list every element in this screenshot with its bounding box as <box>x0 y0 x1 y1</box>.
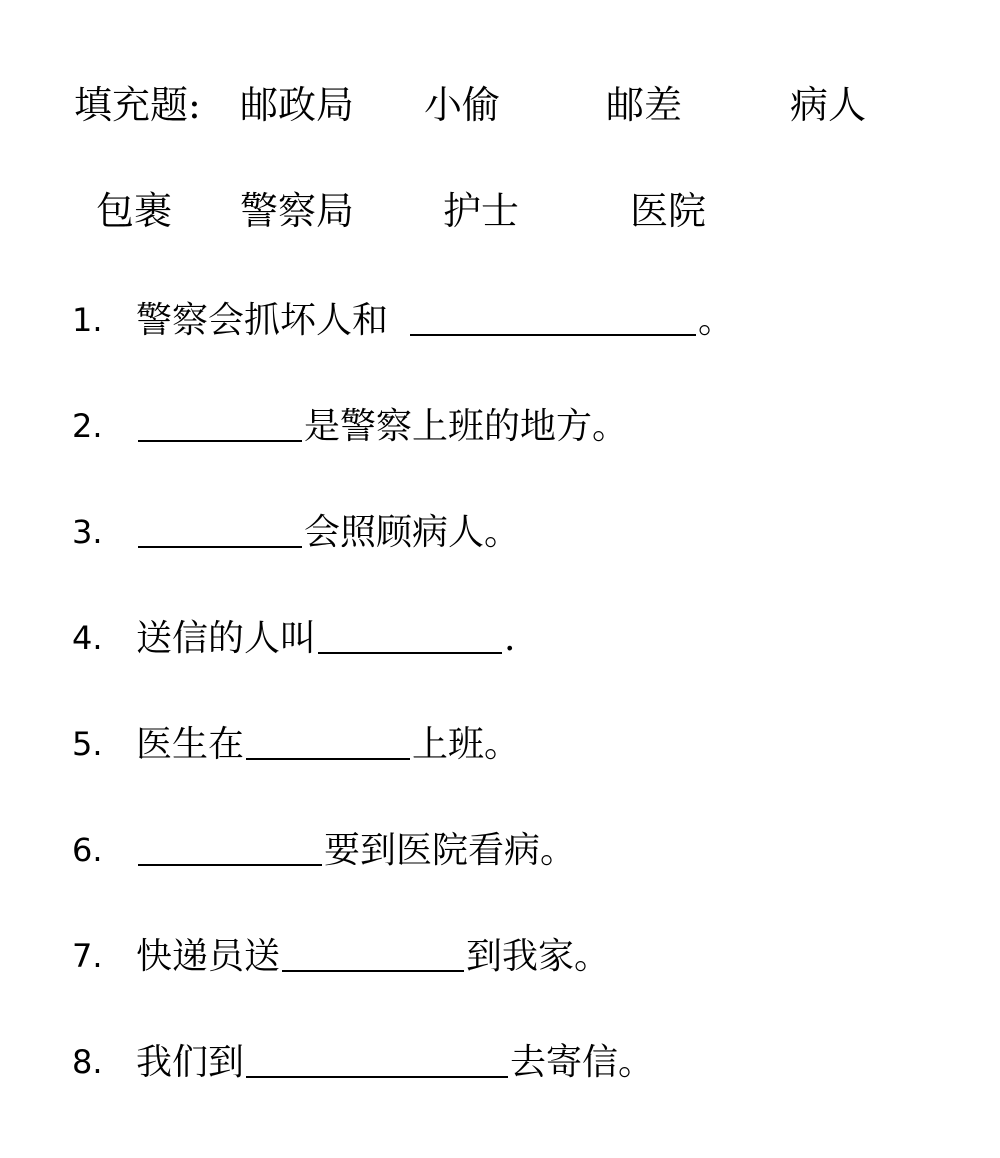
question-text-before: 医生在 <box>136 724 245 765</box>
question-body <box>136 714 520 775</box>
word-bank-item: 医院 <box>630 189 707 233</box>
question-text-before: 我们到 <box>136 1042 245 1083</box>
answer-blank[interactable] <box>138 506 302 548</box>
question-text-after: 去寄信。 <box>510 1042 655 1083</box>
question-text-before: 警察会抓坏人和 <box>136 300 389 341</box>
question-text-before: 送信的人叫 <box>136 618 317 659</box>
question-body <box>136 608 515 669</box>
question-text-after: 要到医院看病。 <box>324 830 577 871</box>
word-bank-row-2 <box>0 181 1000 241</box>
word-bank-item: 护士 <box>443 189 520 233</box>
question-text-after: 。 <box>698 300 735 341</box>
question-text-before: 快递员送 <box>136 936 281 977</box>
question-text-after: . <box>504 618 516 659</box>
question-body <box>136 502 520 563</box>
answer-blank[interactable] <box>138 400 302 442</box>
question-body <box>136 290 734 351</box>
question-number: 2. <box>72 407 103 445</box>
question-number: 3. <box>72 513 103 551</box>
answer-blank[interactable] <box>246 1036 508 1078</box>
word-bank-item: 病人 <box>790 83 867 127</box>
word-bank-item: 警察局 <box>240 189 355 233</box>
answer-blank[interactable] <box>318 612 502 654</box>
answer-blank[interactable] <box>138 824 322 866</box>
question-number: 8. <box>72 1043 103 1081</box>
word-bank-item: 邮差 <box>606 83 683 127</box>
word-bank-item: 邮政局 <box>240 83 355 127</box>
question-body <box>136 820 576 881</box>
word-bank-item: 包裹 <box>96 189 173 233</box>
question-text-after: 到我家。 <box>466 936 611 977</box>
question-body <box>136 1032 654 1093</box>
question-text-after: 是警察上班的地方。 <box>304 406 629 447</box>
word-bank-row-1 <box>0 75 1000 135</box>
question-number: 5. <box>72 725 103 763</box>
answer-blank[interactable] <box>410 294 696 336</box>
question-text-after: 会照顾病人。 <box>304 512 521 553</box>
question-number: 7. <box>72 937 103 975</box>
question-body <box>136 926 610 987</box>
word-bank-label: 填充题: <box>74 83 201 127</box>
question-body <box>136 396 628 457</box>
question-number: 1. <box>72 301 103 339</box>
answer-blank[interactable] <box>246 718 410 760</box>
word-bank-item: 小偷 <box>424 83 501 127</box>
question-number: 6. <box>72 831 103 869</box>
answer-blank[interactable] <box>282 930 464 972</box>
question-text-after: 上班。 <box>412 724 521 765</box>
question-number: 4. <box>72 619 103 657</box>
